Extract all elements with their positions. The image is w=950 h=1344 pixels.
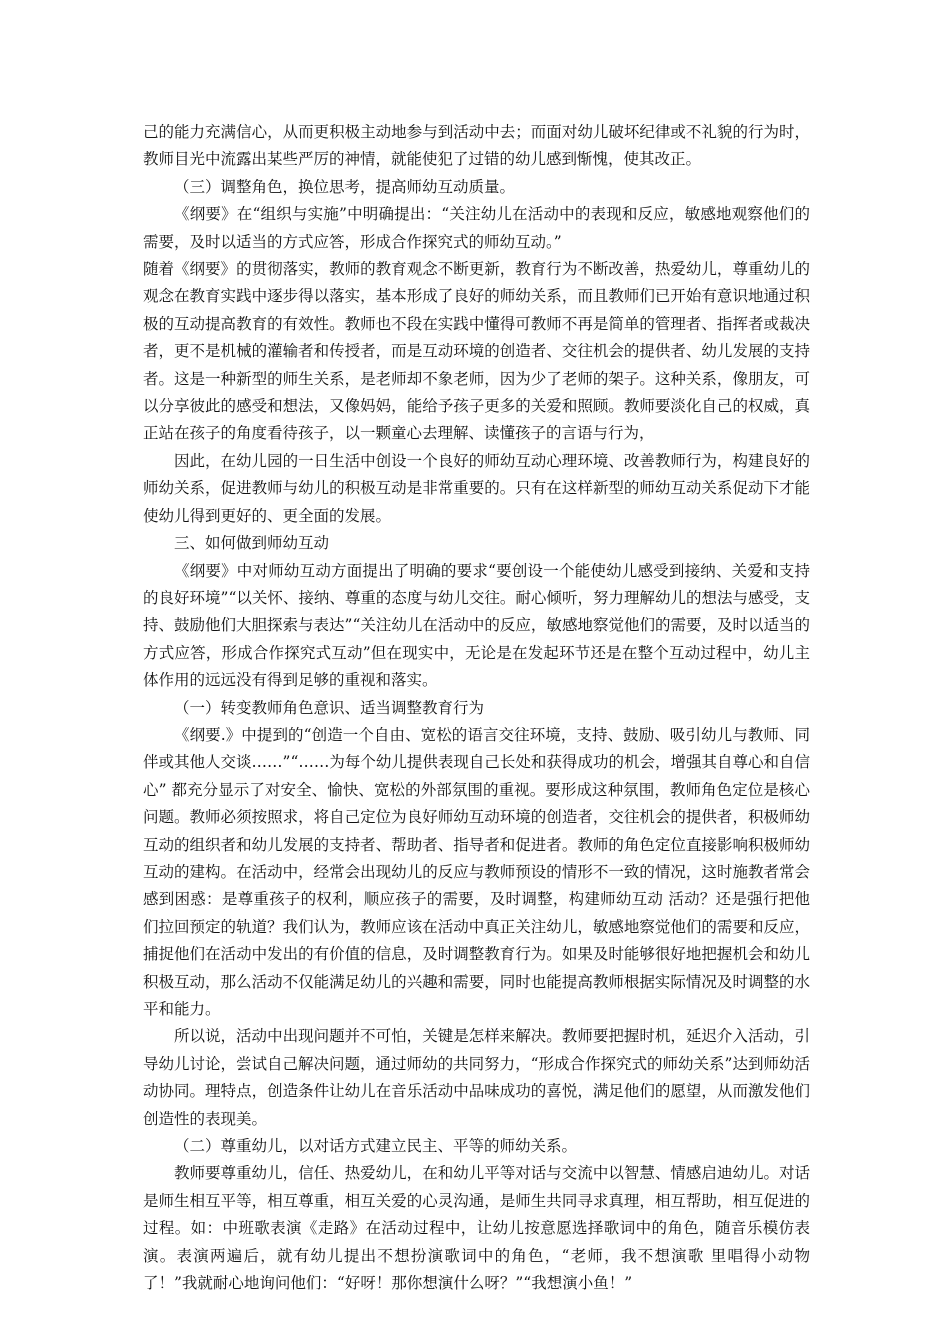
paragraph: 所以说，活动中出现问题并不可怕，关键是怎样来解决。教师要把握时机，延迟介入活动，引导幼儿讨论，尝试自己解决问题，通过师幼的共同努力，“形成合作探究式的师幼关系”达到师幼活动协同。理特点，创造条件让幼儿在音乐活动中品味成功的喜悦，满足他们的愿望，从而激发他们创造性的表现美。 xyxy=(143,1027,810,1128)
paragraph: 己的能力充满信心，从而更积极主动地参与到活动中去；而面对幼儿破坏纪律或不礼貌的行为时，教师目光中流露出某些严厉的神情，就能使犯了过错的幼儿感到惭愧，使其改正。 xyxy=(143,123,810,169)
section-heading: （一）转变教师角色意识、适当调整教育行为 xyxy=(174,698,485,717)
section-heading: （三）调整角色，换位思考，提高师幼互动质量。 xyxy=(174,177,516,196)
paragraph: 《纲要》中对师幼互动方面提出了明确的要求“要创设一个能使幼儿感受到接纳、关爱和支持的良好环境”“以关怀、接纳、尊重的态度与幼儿交往。耐心倾听，努力理解幼儿的想法与感受，支持、鼓励他们大胆探索与表达”“关注幼儿在活动中的反应，敏感地察觉他们的需要，及时以适当的方式应答，形成合作探究式互动”但在现实中，无论是在发起环节还是在整个互动过程中，幼儿主体作用的远远没有得到足够的重视和落实。 xyxy=(143,561,810,690)
section-heading: （二）尊重幼儿，以对话方式建立民主、平等的师幼关系。 xyxy=(174,1137,578,1156)
document-body xyxy=(143,119,810,1297)
paragraph: 《纲要》在“组织与实施”中明确提出：“关注幼儿在活动中的表现和反应，敏感地观察他们的需要，及时以适当的方式应答，形成合作探究式的师幼互动。” xyxy=(143,205,810,251)
paragraph: 因此，在幼儿园的一日生活中创设一个良好的师幼互动心理环境、改善教师行为，构建良好的师幼关系，促进教师与幼儿的积极互动是非常重要的。只有在这样新型的师幼互动关系促动下才能使幼儿得到更好的、更全面的发展。 xyxy=(143,451,810,525)
section-heading: 三、如何做到师幼互动 xyxy=(174,534,330,553)
paragraph: 随着《纲要》的贯彻落实，教师的教育观念不断更新，教育行为不断改善，热爱幼儿，尊重幼儿的观念在教育实践中逐步得以落实，基本形成了良好的师幼关系，而且教师们已开始有意识地通过积极的互动提高教育的有效性。教师也不段在实践中懂得可教师不再是简单的管理者、指挥者或裁决者，更不是机械的灌输者和传授者，而是互动环境的创造者、交往机会的提供者、幼儿发展的支持者。这是一种新型的师生关系，是老师却不象老师，因为少了老师的架子。这种关系，像朋友，可以分享彼此的感受和想法，又像妈妈，能给予孩子更多的关爱和照顾。教师要淡化自己的权威，真正站在孩子的角度看待孩子，以一颗童心去理解、读懂孩子的言语与行为， xyxy=(143,260,810,443)
paragraph: 教师要尊重幼儿，信任、热爱幼儿，在和幼儿平等对话与交流中以智慧、情感启迪幼儿。对话是师生相互平等，相互尊重，相互关爱的心灵沟通，是师生共同寻求真理，相互帮助，相互促进的过程。如：中班歌表演《走路》在活动过程中，让幼儿按意愿选择歌词中的角色，随音乐模仿表演。表演两遍后，就有幼儿提出不想扮演歌词中的角色，“老师，我不想演歌 里唱得小动物了！”我就耐心地询问他们：“好呀！那你想演什么呀？”“我想演小鱼！” xyxy=(143,1164,810,1293)
paragraph: 《纲要.》中提到的“创造一个自由、宽松的语言交往环境，支持、鼓励、吸引幼儿与教师、同伴或其他人交谈……”“……为每个幼儿提供表现自己长处和获得成功的机会，增强其自尊心和自信心” 都充分显示了对安全、愉快、宽松的外部氛围的重视。要形成这种氛围，教师角色定位是核心问题。教师必须按照求，将自己定位为良好师幼互动环境的创造者，交往机会的提供者，积极师幼互动的组织者和幼儿发展的支持者、帮助者、指导者和促进者。教师的角色定位直接影响积极师幼互动的建构。在活动中，经常会出现幼儿的反应与教师预设的情形不一致的情况，这时施教者常会感到困惑：是尊重孩子的权利，顺应孩子的需要，及时调整，构建师幼互动 活动？还是强行把他们拉回预定的轨道？我们认为，教师应该在活动中真正关注幼儿，敏感地察觉他们的需要和反应，捕捉他们在活动中发出的有价值的信息，及时调整教育行为。如果及时能够很好地把握机会和幼儿积极互动，那么活动不仅能满足幼儿的兴趣和需要，同时也能提高教师根据实际情况及时调整的水平和能力。 xyxy=(143,725,810,1018)
